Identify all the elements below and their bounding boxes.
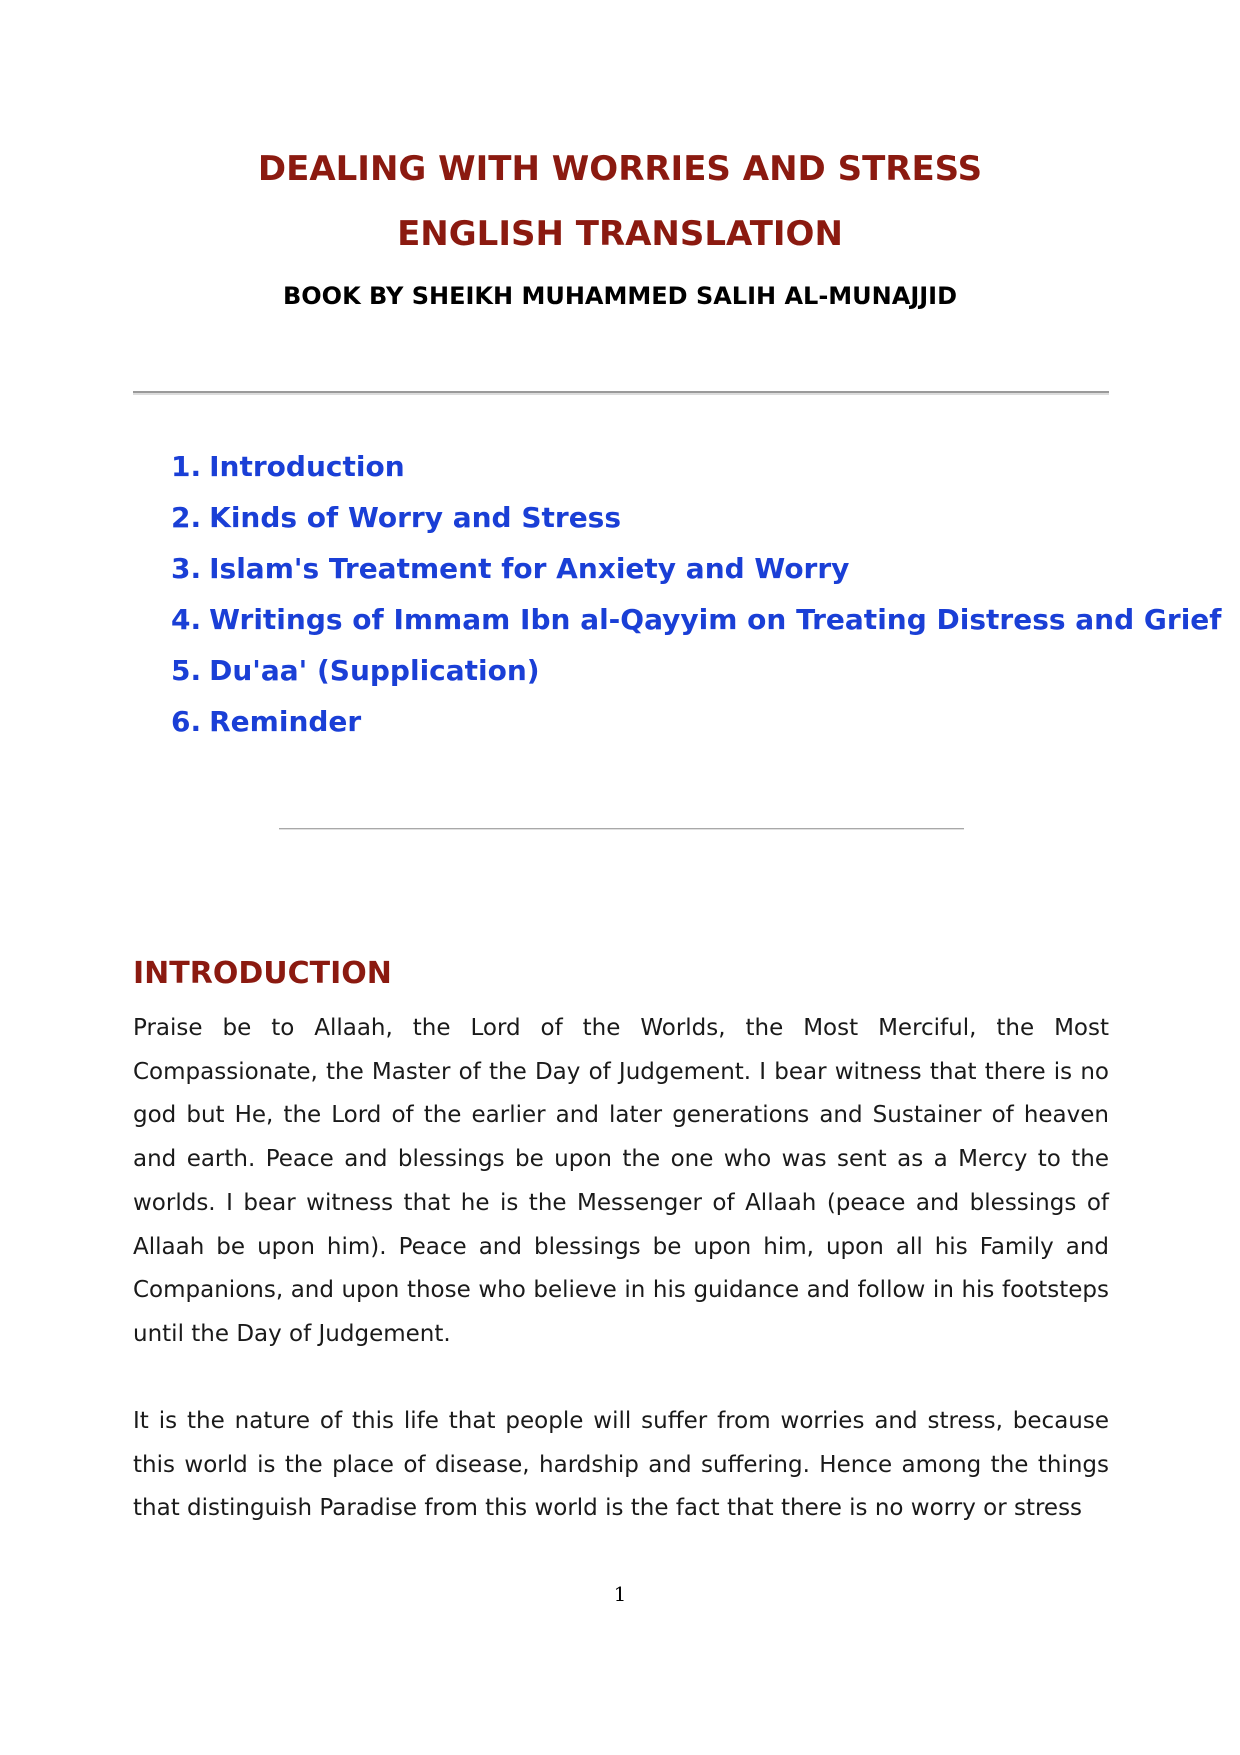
document-title: DEALING WITH WORRIES AND STRESS (257, 149, 983, 189)
toc-item-number: 4. (171, 603, 202, 636)
toc-item-kinds-of-worry[interactable] (171, 498, 1221, 549)
toc-item-number: 3. (171, 552, 202, 585)
document-title-translation: ENGLISH TRANSLATION (397, 214, 843, 254)
toc-item-reminder[interactable] (171, 702, 1221, 753)
page-number: 1 (613, 1582, 627, 1606)
toc-item-label: Kinds of Worry and Stress (209, 501, 622, 534)
toc-item-duaa[interactable] (171, 651, 1221, 702)
top-divider (133, 391, 1109, 395)
toc-item-label: Writings of Immam Ibn al-Qayyim on Treating Distress and Grief (209, 603, 1222, 636)
toc-item-islams-treatment[interactable] (171, 549, 1221, 600)
toc-item-label: Islam's Treatment for Anxiety and Worry (209, 552, 850, 585)
toc-item-label: Du'aa' (Supplication) (209, 654, 540, 687)
toc-item-number: 5. (171, 654, 202, 687)
introduction-heading: INTRODUCTION (133, 956, 392, 991)
toc-item-introduction[interactable] (171, 447, 1221, 498)
introduction-paragraph-2: It is the nature of this life that people will suffer from worries and stress, because this world is the place of disease, hardship and suffering. Hence among the things that distinguish Paradise from this world is the fact that there is no worry or stress (133, 1408, 1109, 1522)
toc-item-label: Reminder (209, 705, 362, 738)
toc-item-number: 6. (171, 705, 202, 738)
toc-item-writings-ibn-al-qayyim[interactable] (171, 600, 1221, 651)
document-author-line: BOOK BY SHEIKH MUHAMMED SALIH AL-MUNAJJID (282, 282, 958, 310)
table-of-contents (171, 447, 1221, 753)
section-divider (279, 828, 964, 830)
toc-item-label: Introduction (209, 450, 405, 483)
toc-item-number: 1. (171, 450, 202, 483)
toc-item-number: 2. (171, 501, 202, 534)
introduction-paragraph-1: Praise be to Allaah, the Lord of the Worlds, the Most Merciful, the Most Compassionate, the Master of the Day of Judgement. I bear witness that there is no god but He, the Lord of the earlier and later generations and Sustainer of heaven and earth. Peace and blessings be upon the one who was sent as a Mercy to the worlds. I bear witness that he is the Messenger of Allaah (peace and blessings of Allaah be upon him). Peace and blessings be upon him, upon all his Family and Companions, and upon those who believe in his guidance and follow in his footsteps until the Day of Judgement. (133, 1015, 1109, 1347)
